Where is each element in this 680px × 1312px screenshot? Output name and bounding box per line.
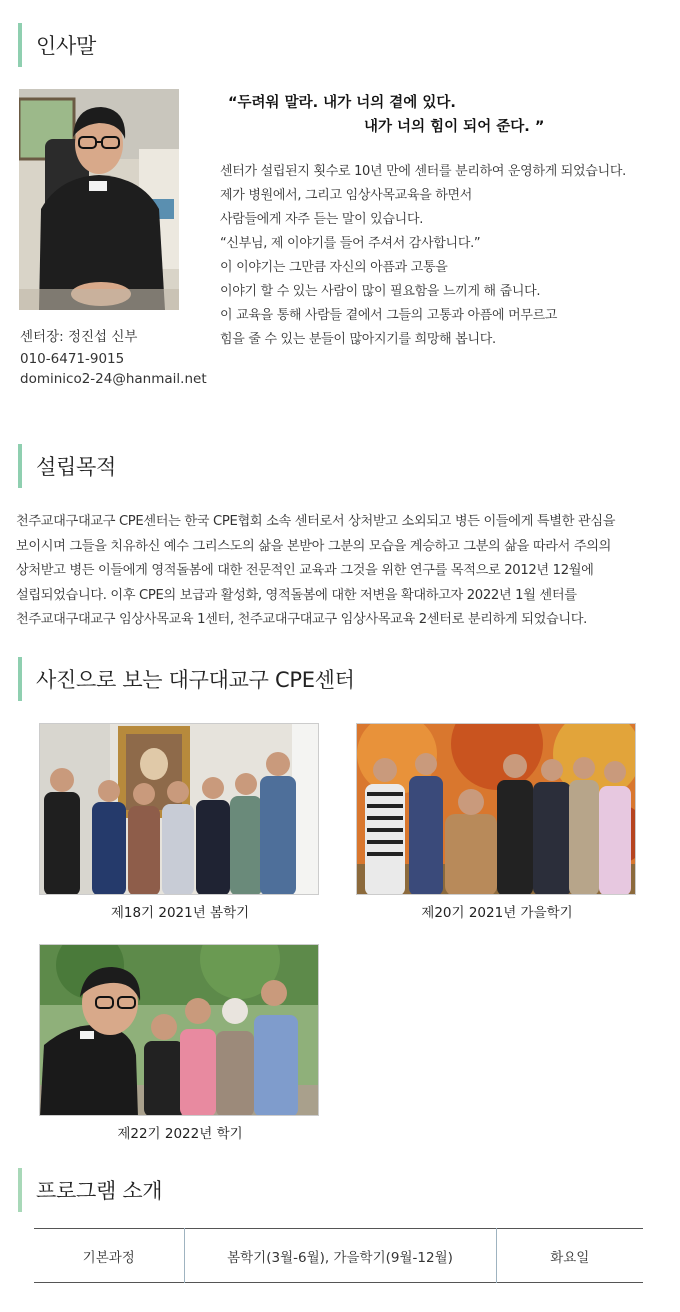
gallery-caption: 제22기 2022년 학기 [117,1126,243,1142]
purpose-text [16,510,672,633]
program-day: 화요일 [550,1249,590,1266]
table-row [34,1229,643,1283]
program-heading-text: 프로그램 소개 [36,1179,163,1203]
message-line: “신부님, 제 이야기를 들어 주셔서 감사합니다.” [220,236,481,251]
quote-line-1: “두려워 말라. 내가 너의 곁에 있다. [228,95,456,111]
greeting-heading [18,23,96,67]
gallery-item-spring-2021[interactable] [39,723,321,921]
purpose-line: 설립되었습니다. 이후 CPE의 보급과 활성화, 영적돌봄에 대한 저변을 확대하고자 2022년 1월 센터를 [16,587,577,603]
gallery-item-fall-2021[interactable] [356,723,638,921]
gallery-item-2022[interactable] [39,944,321,1142]
message-line: 힘을 줄 수 있는 분들이 많아지기를 희망해 봅니다. [220,332,496,347]
director-info [20,326,207,388]
gallery-caption: 제18기 2021년 봄학기 [110,905,250,921]
message-line: 이 교육을 통해 사람들 곁에서 그들의 고통과 아픔에 머무르고 [220,308,558,323]
director-name: 센터장: 정진섭 신부 [20,329,138,345]
purpose-line: 천주교대구대교구 임상사목교육 1센터, 천주교대구대교구 임상사목교육 2센터로 분리하게 되었습니다. [16,612,587,627]
purpose-line: 천주교대구대교구 CPE센터는 한국 CPE협회 소속 센터로서 상처받고 소외되고 병든 이들에게 특별한 관심을 [16,514,616,529]
message-line: 이 이야기는 그만큼 자신의 아픔과 고통을 [220,260,448,275]
director-phone: 010-6471-9015 [20,351,125,367]
purpose-line: 보이시며 그들을 치유하신 예수 그리스도의 삶을 본받아 그분의 모습을 계승하고 그분의 삶을 따라서 주의의 [16,538,612,554]
gallery-photo[interactable] [356,723,636,895]
purpose-line: 상처받고 병든 이들에게 영적돌봄에 대한 전문적인 교육과 그것을 위한 연구를 목적으로 2012년 12월에 [16,563,594,578]
program-course: 기본과정 [34,1229,184,1283]
gallery-heading-text: 사진으로 보는 대구대교구 CPE센터 [36,668,355,692]
greeting-heading-text: 인사말 [36,34,96,58]
greeting-quote [222,91,662,139]
message-line: 이야기 할 수 있는 사람이 많이 필요함을 느끼게 해 줍니다. [220,284,541,299]
message-line: 제가 병원에서, 그리고 임상사목교육을 하면서 [220,188,473,203]
director-email: dominico2-24@hanmail.net [20,371,207,387]
program-table [34,1228,643,1283]
purpose-heading [18,444,116,488]
gallery-photo[interactable] [39,723,319,895]
program-term: 봄학기(3월-6월), 가을학기(9월-12월) [184,1229,496,1283]
purpose-heading-text: 설립목적 [36,455,116,479]
program-heading [18,1168,162,1212]
gallery-caption: 제20기 2021년 가을학기 [421,905,573,921]
gallery-heading [18,657,355,701]
quote-line-2: 내가 너의 힘이 되어 준다. ” [364,119,545,135]
director-photo [19,89,179,310]
greeting-message [220,160,670,352]
message-line: 센터가 설립된지 횟수로 10년 만에 센터를 분리하여 운영하게 되었습니다. [220,164,626,179]
message-line: 사람들에게 자주 듣는 말이 있습니다. [220,212,424,227]
gallery-photo[interactable] [39,944,319,1116]
